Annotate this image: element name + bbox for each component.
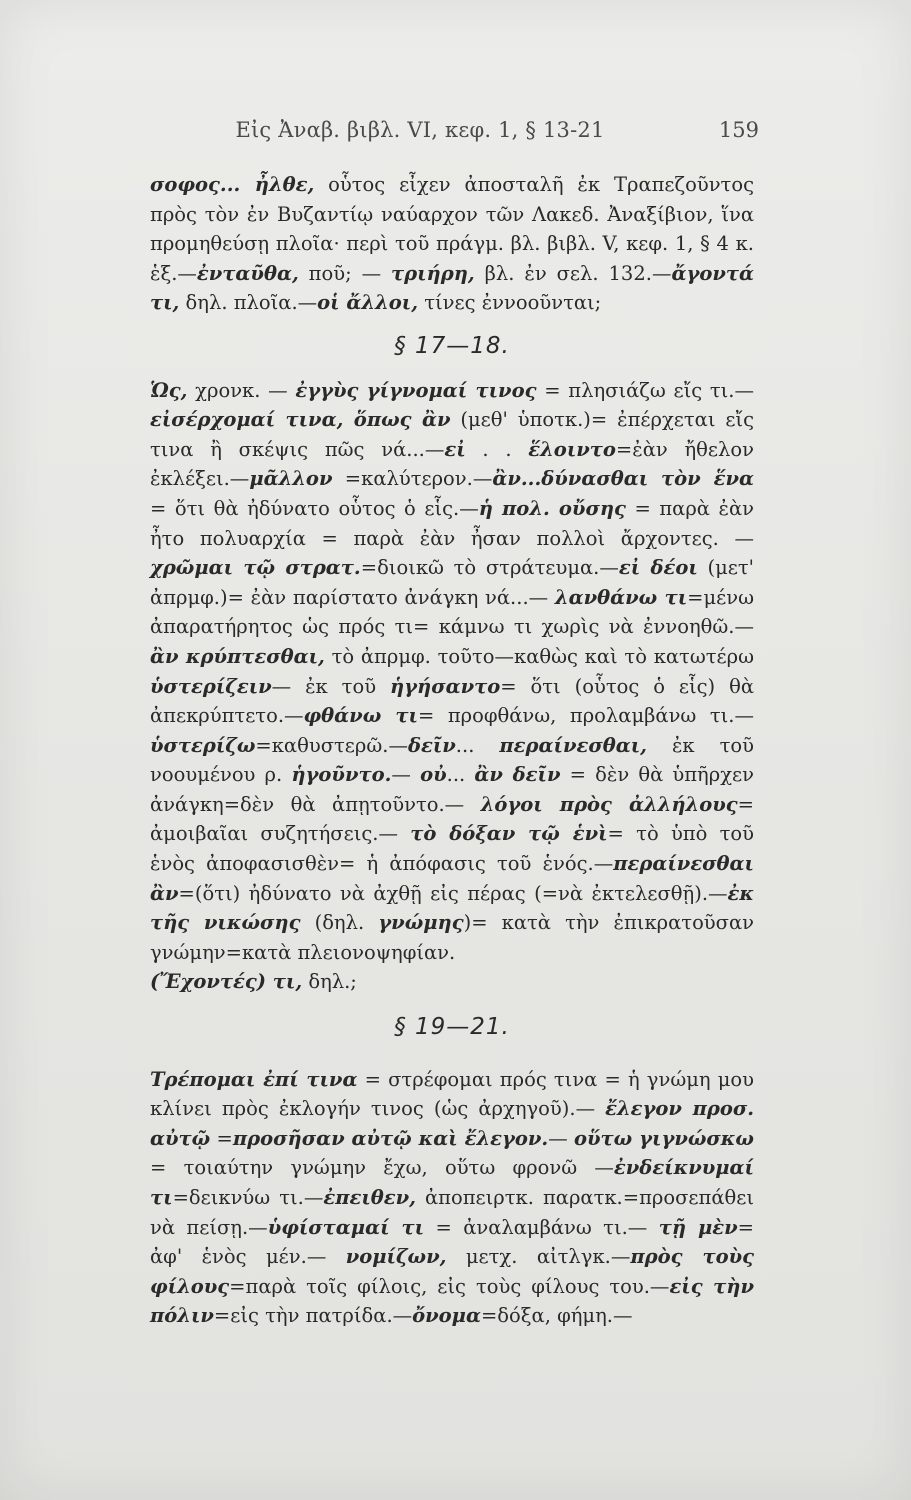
lemma: πρὸς τοὺς φίλους — [150, 1245, 754, 1298]
lemma: μᾶλλον — [249, 467, 333, 491]
gloss: ἐκ τοῦ νοουμένου ρ. — [150, 733, 754, 787]
gloss: = προφθάνω, προλαμβάνω τι.— — [417, 704, 754, 728]
lemma: ἔλεγον προσ. αὐτῷ — [150, 1097, 754, 1150]
gloss: . . — [465, 437, 529, 461]
lemma: Ὡς, — [150, 378, 188, 402]
gloss: = στρέφομαι πρός τινα = ἡ γνώμη μου κλίνει πρὸς ἐκλογήν τινος (ὡς ἀρχηγοῦ).— — [150, 1067, 754, 1121]
section-heading: § 17—18. — [394, 332, 510, 359]
commentary-paragraph-3 — [150, 967, 754, 997]
gloss: — — [548, 1126, 575, 1150]
lemma: λόγοι πρὸς ἀλλήλους — [480, 792, 738, 816]
commentary-paragraph-1 — [150, 170, 754, 318]
lemma: ὑστερίζω — [150, 733, 256, 757]
lemma: εἰ δέοι — [618, 556, 698, 580]
gloss: ... — [446, 763, 475, 787]
lemma: ἐνδείκνυμαί τι — [150, 1156, 754, 1209]
gloss: )= κατὰ τὴν ἐπικρατοῦσαν γνώμην=κατὰ πλειονοψηφίαν. — [150, 911, 754, 964]
lemma: γνώμης — [378, 911, 464, 935]
lemma: οὕτω γιγνώσκω — [574, 1126, 754, 1150]
gloss: (μεθ' ὑποτκ.)= ἐπέρχεται εἴς τινα ἢ σκέψις πῶς νά...— — [150, 408, 754, 461]
gloss: = ὅτι θὰ ἠδύνατο οὗτος ὁ εἷς.— — [150, 496, 479, 520]
gloss: ποῦ; — — [298, 261, 392, 285]
gloss: δηλ. πλοῖα.— — [179, 291, 318, 315]
lemma: (Ἔχοντές) τι, — [150, 970, 303, 994]
gloss: οὗτος εἶχεν ἀποσταλῆ ἐκ Τραπεζοῦντος πρὸς τὸν ἐν Βυζαντίῳ ναύαρχον τῶν Λακεδ. Ἀναξίβιον, ἵνα προμηθεύσῃ πλοῖα· περὶ τοῦ πράγμ. βλ. βιβλ. V, κεφ. 1, § 4 κ. ἑξ.— — [150, 173, 754, 285]
lemma: οὐ — [420, 763, 447, 787]
gloss: = τοιαύτην γνώμην ἔχω, οὕτω φρονῶ — — [150, 1156, 614, 1180]
lemma: ἐκ τῆς νικώσης — [150, 881, 754, 935]
commentary-paragraph-4 — [150, 1065, 754, 1331]
lemma: δεῖν — [407, 733, 456, 757]
gloss: = ἀναλαμβάνω τι.— — [424, 1215, 659, 1239]
lemma: τριήρη, — [391, 261, 475, 285]
lemma: ἂν κρύπτεσθαι, — [150, 644, 325, 668]
lemma: τὸ δόξαν τῷ ἑνὶ — [410, 822, 608, 846]
gloss: — ἐκ τοῦ — [271, 674, 390, 698]
lemma: ἂν...δύνασθαι τὸν ἕνα — [492, 467, 754, 491]
lemma: φθάνω τι — [303, 704, 418, 728]
lemma: ἐγγὺς γίγνομαί τινος — [295, 378, 537, 402]
running-title: Εἰς Ἀναβ. βιβλ. VI, κεφ. 1, § 13-21 — [235, 118, 605, 142]
gloss: (δηλ. — [300, 911, 379, 935]
gloss: μετχ. αἰτλγκ.— — [446, 1245, 631, 1269]
gloss: =καλύτερον.— — [332, 467, 493, 491]
gloss: = ἀφ' ἑνὸς μέν.— — [150, 1215, 754, 1269]
lemma: λανθάνω τι — [554, 585, 688, 609]
lemma: ἐπειθεν, — [323, 1186, 416, 1209]
gloss: ἀποπειρτκ. παρατκ.=προσεπάθει νὰ πείσῃ.— — [150, 1186, 754, 1239]
lemma: ἐνταῦθα, — [196, 261, 299, 285]
lemma: ἄγοντά τι, — [150, 261, 754, 315]
lemma: ὑστερίζειν — [150, 674, 272, 698]
gloss: βλ. ἐν σελ. 132.— — [474, 261, 672, 285]
lemma: προσῆσαν αὐτῷ καὶ ἔλεγον. — [232, 1126, 549, 1150]
lemma: εἰ — [444, 437, 466, 461]
lemma: ἡγοῦντο. — [291, 763, 392, 787]
page-header — [150, 118, 759, 146]
lemma: Τρέπομαι ἐπί τινα — [150, 1067, 358, 1091]
gloss: τὸ ἀπρμφ. τοῦτο—καθὼς καὶ τὸ κατωτέρω — [324, 644, 754, 668]
gloss: = ὅτι (οὗτος ὁ εἷς) θὰ ἀπεκρύπτετο.— — [150, 674, 754, 728]
page-number: 159 — [718, 118, 759, 142]
gloss: = τὸ ὑπὸ τοῦ ἑνὸς ἀποφασισθὲν= ἡ ἀπόφασις τοῦ ἑνός.— — [150, 822, 755, 876]
gloss: — — [391, 763, 421, 787]
gloss: =καθυστερῶ.— — [255, 733, 408, 757]
lemma: ἡγήσαντο — [389, 674, 501, 698]
gloss: =διοικῶ τὸ στράτευμα.— — [360, 556, 619, 580]
gloss: ... — [455, 733, 500, 757]
gloss: τίνες ἐννοοῦνται; — [418, 291, 602, 315]
gloss: χρονκ. — — [187, 378, 296, 402]
gloss: δηλ.; — [302, 970, 357, 994]
gloss: =δεικνύω τι.— — [172, 1186, 324, 1209]
gloss: = πλησιάζω εἴς τι.— — [536, 378, 755, 402]
lemma: τῇ μὲν — [658, 1215, 738, 1239]
lemma: εἰς τὴν πόλιν — [150, 1274, 754, 1328]
gloss: = — [210, 1126, 233, 1150]
lemma: ὄνομα — [412, 1304, 481, 1328]
gloss: (μετ' ἀπρμφ.)= ἐὰν παρίστατο ἀνάγκη νά...— — [150, 556, 754, 609]
lemma: εἰσέρχομαί τινα, ὅπως ἂν — [150, 408, 451, 432]
gloss: =(ὅτι) ἠδύνατο νὰ ἀχθῇ εἰς πέρας (=νὰ ἐκτελεσθῇ).— — [178, 881, 728, 905]
gloss: = παρὰ ἐὰν ἦτο πολυαρχία = παρὰ ἐὰν ἦσαν πολλοὶ ἄρχοντες. — — [150, 496, 754, 550]
gloss: =ἐὰν ἤθελον ἐκλέξει.— — [150, 437, 754, 491]
gloss: = ἀμοιβαῖαι συζητήσεις.— — [150, 792, 754, 846]
section-heading: § 19—21. — [394, 1014, 510, 1041]
lemma: ἕλοιντο — [528, 437, 616, 461]
lemma: οἱ ἄλλοι, — [317, 291, 418, 315]
gloss: =παρὰ τοῖς φίλοις, εἰς τοὺς φίλους του.— — [229, 1274, 670, 1298]
lemma: ἡ πολ. οὔσης — [478, 496, 626, 520]
lemma: ἂν δεῖν — [474, 763, 561, 787]
lemma: σοφος... — [150, 173, 241, 196]
commentary-paragraph-2 — [150, 376, 754, 968]
lemma: χρῶμαι τῷ στρατ. — [150, 556, 361, 580]
gloss: =εἰς τὴν πατρίδα.— — [213, 1304, 413, 1328]
lemma: περαίνεσθαι, — [499, 733, 647, 757]
commentary-text — [150, 170, 754, 1331]
lemma: ὑφίσταμαί τι — [267, 1215, 425, 1239]
lemma: περαίνεσθαι ἂν — [150, 852, 754, 905]
gloss: =μένω ἀπαρατήρητος ὡς πρός τι= κάμνω τι χωρὶς νὰ ἐννοηθῶ.— — [150, 585, 754, 639]
lemma: ἦλθε, — [240, 173, 315, 196]
gloss: = δὲν θὰ ὑπῆρχεν ἀνάγκη=δὲν θὰ ἀπῃτοῦντο.— — [150, 763, 754, 816]
gloss: =δόξα, φήμη.— — [480, 1304, 633, 1328]
lemma: νομίζων, — [345, 1245, 447, 1269]
